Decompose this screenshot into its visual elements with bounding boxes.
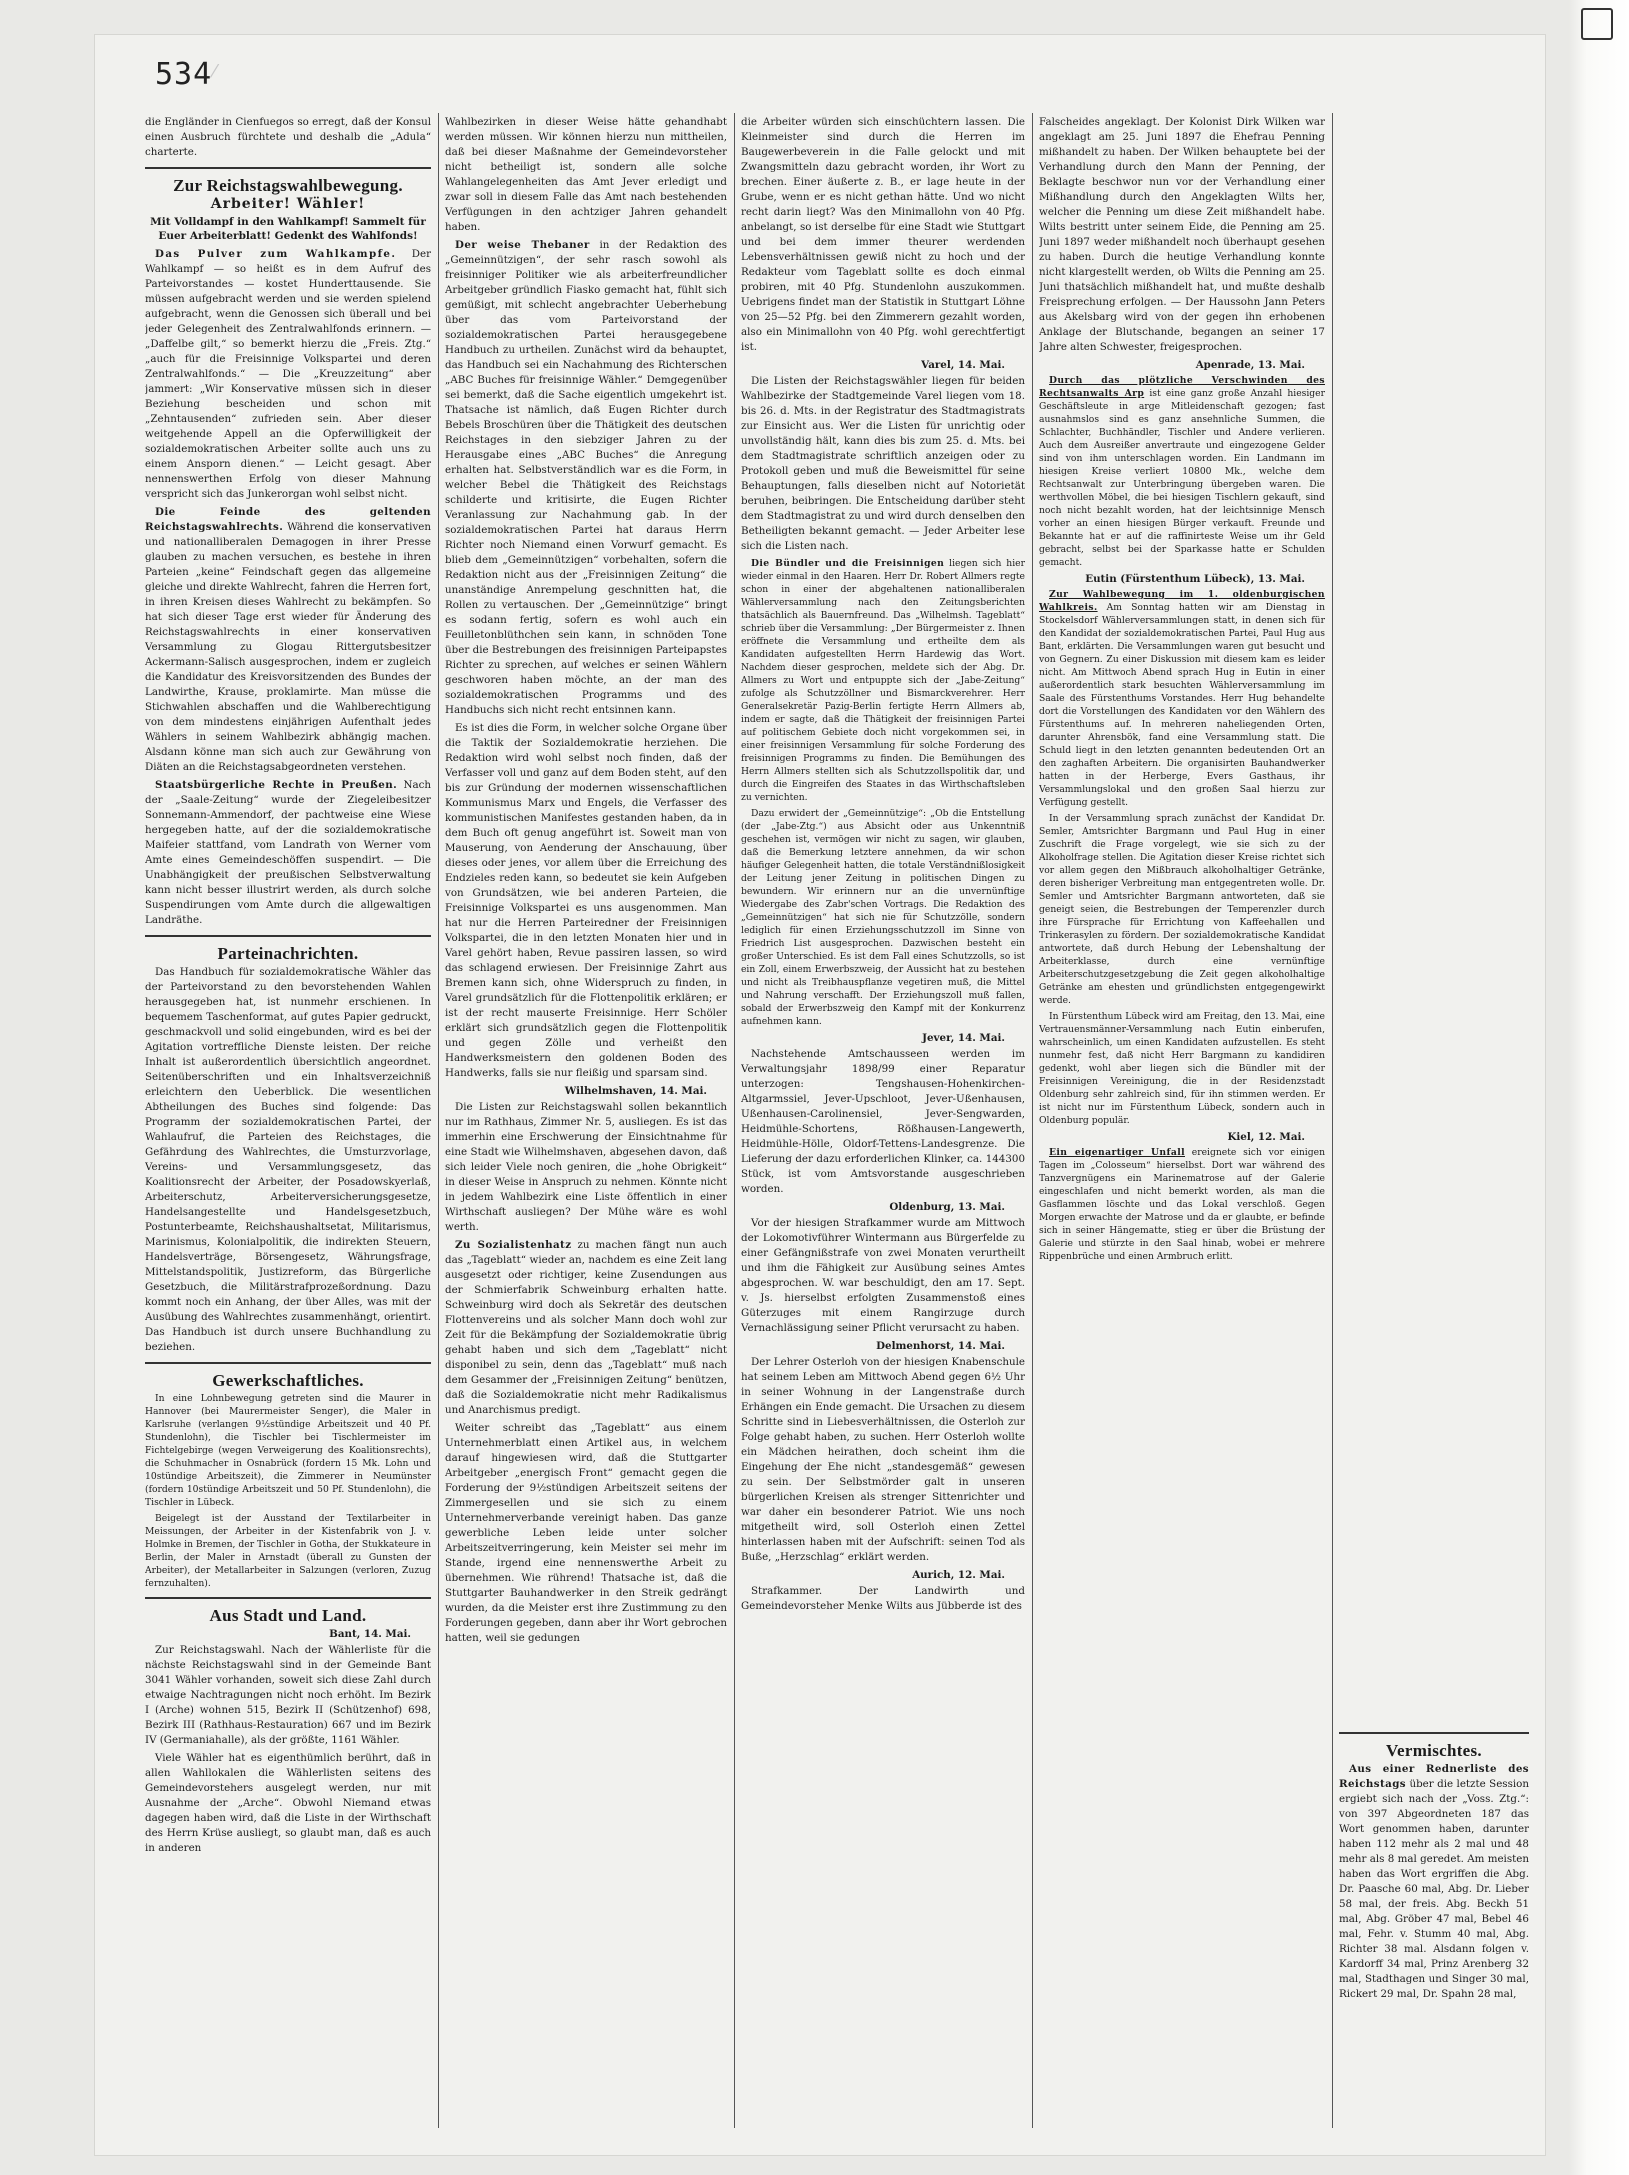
section-divider	[145, 1597, 431, 1603]
article-lead: Die Bündler und die Freisinnigen	[751, 558, 945, 569]
article-text: Vor der hiesigen Strafkammer wurde am Mittwoch der Lokomotivführer Wintermann aus Bürgerfelde zu einer Gefängnißstrafe von zwei Monaten verurtheilt und ihm die Fähigkeit zur Ausübung seines Amtes abgesprochen. W. war beschuldigt, den am 17. Sept. v. Js. hierselbst erfolgten Zusammenstoß eines Güterzuges mit einem Rangirzuge durch Vernachlässigung seiner Pflicht verursacht zu haben.	[741, 1217, 1025, 1334]
article-text: Viele Wähler hat es eigenthümlich berührt, daß in allen Wahllokalen die Wählerlisten seitens des Gemeindevorstehers ausgelegt werden, nur mit Ausnahme der „Arche“. Obwohl Niemand etwas dagegen haben wird, daß die Liste in der Wirthschaft des Herrn Krüse ausliegt, so glaubt man, daß es auch in anderen	[145, 1752, 431, 1854]
article-text: Der Wahlkampf — so heißt es in dem Aufruf des Parteivorstandes — kostet Hunderttausende. Sie müssen aufgebracht werden und sie werden spielend aufgebracht, wenn die Genossen sich überall und bei jeder Gelegenheit des Zentralwahlfonds erinnern. — „Daffelbe gilt,“ so bemerkt hierzu die „Freis. Ztg.“ „auch für die Freisinnige Volkspartei und deren Zentralwahlfonds.“ — Die „Kreuzzeitung“ aber jammert: „Wir Konservative müssen sich in dieser Beziehung bescheiden und schon mit „Zehntausenden“ zufrieden sein. Aber dieser weitgehende Appell an die Opferwilligkeit der sozialdemokratischen Arbeiter sollte auch uns zu einem Ansporn dienen.“ — Leicht gesagt. Aber nennenswerthen Erfolg von dieser Mahnung verspricht sich das Junkerorgan wohl selbst nicht.	[145, 248, 431, 500]
article-text: Wahlbezirken in dieser Weise hätte gehandhabt werden müssen. Wir können hierzu nun mittheilen, daß bei dieser Maßnahme der Gemeindevorsteher nicht betheiligt ist, sondern alle solche Wahlangelegenheiten das Amt Jever erledigt und zwar soll in diesem Falle das Amt nach bestehenden Verfügungen in den achtziger Jahren gehandelt haben.	[445, 116, 727, 233]
column-rule	[438, 113, 439, 2128]
column-rule	[734, 113, 735, 2128]
article-text: die Arbeiter würden sich einschüchtern lassen. Die Kleinmeister sind durch die Herren im Baugewerbeverein in die Falle gelockt und mit Zwangsmitteln dazu gebracht worden, ihr Wort zu brechen. Einer äußerte z. B., er lage heute in der Grube, wenn er es nicht gethan hätte. Und wo nicht recht darin liegt? Was den Minimallohn von 40 Pfg. anbelangt, so ist derselbe für eine Stadt wie Stuttgart und bei dem immer theurer werdenden Lebensverhältnissen gewiß nicht zu hoch und der Redakteur vom Tageblatt sollte es doch einmal probiren, mit 40 Pfg. Stundenlohn auszukommen. Uebrigens findet man der Statistik in Stuttgart Löhne von 25—52 Pfg. bei den Zimmerern gezahlt worden, also ein Minimallohn von 40 Pfg. wohl gerechtfertigt ist.	[741, 116, 1025, 353]
article-text: liegen sich hier wieder einmal in den Haaren. Herr Dr. Robert Allmers regte schon in einer der abgehaltenen nationalliberalen Wählerversammlung nach den Zeitungsberichten thatsächlich als Bauernfreund. Das „Wilhelmsh. Tageblatt“ schrieb über die Versammlung: „Der Bürgermeister z. Ihnen eröffnete die Versammlung und ertheilte dem als Kandidaten aufgestellten Herrn Hardewig das Wort. Nachdem dieser gesprochen, meldete sich der Abg. Dr. Allmers zu Wort und entpuppte sich der „Jabe-Zeitung“ zufolge als Schutzzöllner und Bismarckverehrer. Herr Generalsekretär Pazig-Berlin fertigte Herrn Allmers ab, indem er sagte, daß die Thätigkeit der freisinnigen Partei auf politischem Gebiete doch nicht vorgekommen sei, in einer freisinnigen Versammlung für solche Forderung des freisinnigen Programms zu finden. Die Bemühungen des Herrn Allmers stellten sich als Schutzzollspolitik dar, und durch die Eingreifen des Staates in das Wirthschaftsleben zu vernichten.	[741, 558, 1025, 803]
article-text: zu machen fängt nun auch das „Tageblatt“ wieder an, nachdem es eine Zeit lang ausgesetzt oder richtiger, keine Zusendungen aus der Schmierfabrik Schweinburg erhalten hatte. Schweinburg wird doch als Sekretär des deutschen Flottenvereins und als solcher Mann doch wohl zur Zeit für die Bekämpfung der Sozialdemokratie übrig gehabt haben und sich dem „Tageblatt“ nicht disponibel zu sein, denn das „Tageblatt“ muß nach dem Gesammer der „Freisinnigen Zeitung“ benützen, daß die Sozialdemokratie nicht mehr Radikalismus und Anarchismus predigt.	[445, 1239, 727, 1416]
article-text: die Engländer in Cienfuegos so erregt, daß der Konsul einen Ausbruch fürchtete und deshalb die „Adula“ charterte.	[145, 116, 431, 158]
article-text: Nach der „Saale-Zeitung“ wurde der Ziegeleibesitzer Sonnemann-Ammendorf, der pachtweise eine Wiese hergegeben hatte, auf der die sozialdemokratische Maifeier stattfand, vom Landrath von Werner vom Amte eines Gemeindeschöffen suspendirt. — Die Unabhängigkeit der preußischen Selbstverwaltung kann nicht besser illustrirt werden, als durch solche Suspendirungen vom Amte durch die allgewaltigen Landräthe.	[145, 779, 431, 926]
dateline: Bant, 14. Mai.	[329, 1628, 411, 1640]
article-lead: Staatsbürgerliche Rechte in Preußen.	[155, 779, 398, 791]
article-lead: Das Pulver zum Wahlkampfe.	[155, 248, 397, 260]
article-lead: Zu Sozialistenhatz	[455, 1239, 572, 1251]
column-3	[741, 115, 1025, 2130]
article-text: ist eine ganz große Anzahl hiesiger Geschäftsleute in arge Mitleidenschaft gezogen; fast ausnahmslos sind es ganz ansehnliche Summen, die Schlachter, Buchhändler, Tischler und Andere verlieren. Auch dem Ausreißer anvertraute und eingezogene Gelder sind von ihm unterschlagen worden. Ein Landmann im hiesigen Kreise verliert 10800 Mk., welche dem Rechtsanwalt zur Unterbringung übergeben waren. Die werthvollen Möbel, die bei hiesigen Tischlern gekauft, sind noch nicht bezahlt worden, hat der leichtsinnige Mensch vorher an einen hiesigen Bürger verkauft. Freunde und Bekannte hat er auf die raffinirteste Weise um ihr Geld gebracht, selbst bei der Sparkasse hatte er Schulden gemacht.	[1039, 388, 1325, 568]
faint-pencil-mark: ⁄	[213, 61, 217, 82]
article-text: Weiter schreibt das „Tageblatt“ aus einem Unternehmerblatt einen Artikel aus, in welchem darauf hingewiesen wird, daß die Stuttgarter Arbeitgeber „energisch Front“ gemacht gegen die Forderung der 9½stündigen Arbeitszeit seitens der Zimmergesellen und sie sich zu einem Unternehmerverbande vereinigt haben. Das ganze gewerbliche Leben leide unter solcher Arbeitszeitverringerung, kein Meister sei mehr im Stande, irgend eine nennenswerthe Arbeit zu übernehmen. Wie rührend! Thatsache ist, daß die Stuttgarter Bauhandwerker in den Streik gedrängt wurden, da die Meister erst ihre Zustimmung zu den Forderungen gegeben, dann aber ihr Wort gebrochen hatten, weil sie gedungen	[445, 1422, 727, 1644]
article-lead: Aus einer Rednerliste des Reichstags	[1339, 1763, 1529, 1790]
article-text: in der Redaktion des „Gemeinnützigen“, der sehr rasch sowohl als freisinniger Politiker wie als arbeiterfreundlicher Arbeitgeber gründlich Fiasko gemacht hat, fühlt sich gemüßigt, mit schlecht angebrachter Ueberhebung über das vom Parteivorstand der sozialdemokratischen Partei herausgegebene Handbuch zu urtheilen. Zunächst wird da behauptet, das Handbuch sei ein Nachahmung des Richterschen „ABC Buches für freisinnige Wähler.“ Demgegenüber sei bemerkt, daß die Sache eigentlich umgekehrt ist. Thatsache ist nämlich, daß Eugen Richter durch Bebels Broschüren über die Thätigkeit des deutschen Reichstages in den siebziger Jahren zu der Herausgabe eines „ABC Buches“ die Anregung erhalten hat. Selbstverständlich war es die Form, in welcher Bebel die Thätigkeit des Reichstags schilderte und kritisirte, die Eugen Richter Veranlassung zur Nachahmung gab. In der sozialdemokratischen Partei hat daraus Herrn Richter noch Niemand einen Vorwurf gemacht. Es blieb dem „Gemeinnützigen“ vorbehalten, sofern die Redaktion nicht aus der „Freisinnigen Zeitung“ die unanständige Anrempelung geschnitten hat, die Rollen zu vertauschen. Der „Gemeinnützige“ bringt es sodann fertig, sofern es wohl auch ein Feuilletonblüthchen sein kann, in schnöden Tone über die Bestrebungen des freisinnigen Parteipapstes Richter zu sprechen, auf welches er seinen Wählern geschworen haben möchte, an der man des sozialdemokratischen Programms und des Handbuchs sich nicht recht entsinnen kann.	[445, 239, 727, 716]
article-text: Das Handbuch für sozialdemokratische Wähler das der Parteivorstand zu den bevorstehenden Wahlen herausgegeben hat, ist nunmehr erschienen. In bequemem Taschenformat, auf gutes Papier gedruckt, geschmackvoll und solid eingebunden, wird es bei der Agitation vortreffliche Dienste leisten. Der reiche Inhalt ist außerordentlich übersichtlich angeordnet. Seitenüberschriften und ein Inhaltsverzeichniß erleichtern den Ueberblick. Die wesentlichen Abtheilungen des Buches sind folgende: Das Programm der sozialdemokratischen Partei, der Wahlaufruf, die Parteien des Reichstages, die Gefährdung des Wahlrechtes, die Umsturzvorlage, Vereins- und Versammlungsgesetz, das Koalitionsrecht der Arbeiter, der Posadowskyerlaß, Arbeiterschutz, Arbeiterversicherungsgesetze, Handelsangestellte und Handelsgesetzbuch, Postunterbeamte, Reichshaushaltsetat, Militarismus, Marinismus, Kolonialpolitik, die indirekten Steuern, Handelsverträge, Börsengesetz, Währungsfrage, Mittelstandspolitik, Justizreform, das Bürgerliche Gesetzbuch, die Militärstrafprozeßordnung. Dazu kommt noch ein Anhang, der über Alles, was mit der Ausübung des Wahlrechtes zusammenhängt, orientirt. Das Handbuch ist durch unsere Buchhandlung zu beziehen.	[145, 966, 431, 1353]
dateline: Oldenburg, 13. Mai.	[889, 1201, 1005, 1213]
article-lead: Zur Wahlbewegung im 1. oldenburgischen Wahlkreis.	[1039, 589, 1325, 613]
column-rule	[1332, 113, 1333, 2128]
dateline: Varel, 14. Mai.	[921, 359, 1005, 371]
column-5	[1339, 1725, 1529, 2130]
article-text: Strafkammer. Der Landwirth und Gemeindevorsteher Menke Wilts aus Jübberde ist des	[741, 1585, 1025, 1612]
article-text: Zur Reichstagswahl. Nach der Wählerliste für die nächste Reichstagswahl sind in der Gemeinde Bant 3041 Wähler vorhanden, soweit sich diese Zahl durch etwaige Nachtragungen nicht noch erhöht. Im Bezirk I (Arche) wohnen 515, Bezirk II (Schützenhof) 698, Bezirk III (Rathhaus-Restauration) 667 und im Bezirk IV (Germaniahalle), als der größte, 1161 Wähler.	[145, 1644, 431, 1746]
dateline: Jever, 14. Mai.	[922, 1032, 1005, 1044]
column-4	[1039, 115, 1325, 2130]
article-text: Dazu erwidert der „Gemeinnützige“: „Ob die Entstellung (der „Jabe-Ztg.“) aus Absicht oder aus Unkenntniß geschehen ist, vermögen wir nicht zu sagen, wir glauben, daß die Bemerkung letztere annehmen, da wir schon häufiger Gelegenheit hatten, die totale Verständnißlosigkeit der Leitung jener Zeitung in politischen Dingen zu bewundern. Wir erinnern nur an die unvernünftige Wiedergabe des Zabr'schen Vortrags. Die Redaktion des „Gemeinnützigen“ hat sich nie für Schutzzölle, sondern lediglich für einen Erziehungsschutzzoll im Sinne von Friedrich List ausgesprochen. Dazwischen besteht ein großer Unterschied. Es ist dem Fall eines Schutzzolls, so ist ein Zoll, einem Erwerbszweig, der Aussicht hat zu bestehen und nicht als Treibhauspflanze vegetiren muß, die Mittel und Nahrung verschafft. Der Erziehungszoll muß fallen, sobald der Erwerbszweig den Kampf mit der Konkurrenz aufnehmen kann.	[741, 808, 1025, 1027]
article-text: In Fürstenthum Lübeck wird am Freitag, den 13. Mai, eine Vertrauensmänner-Versammlung nach Eutin einberufen, wahrscheinlich, um einen Kandidaten aufzustellen. Es steht nunmehr fest, daß nicht Herr Bargmann zu kandidiren gedenkt, wohl aber liegen sich die Bündler mit der Freisinnigen Vereinigung, die in der Residenzstadt Oldenburg sehr zahlreich sind, für ihn stimmen werden. Er ist nicht nur im Fürstenthum Lübeck, sondern auch in Oldenburg populär.	[1039, 1011, 1325, 1126]
article-text: Die Listen der Reichstagswähler liegen für beiden Wahlbezirke der Stadtgemeinde Varel liegen vom 18. bis 26. d. Mts. in der Registratur des Stadtmagistrats zur Einsicht aus. Wer die Listen für unrichtig oder unvollständig hält, kann dies bis zum 25. d. Mts. bei dem Stadtmagistrate schriftlich anzeigen oder zu Protokoll geben und muß die Beweismittel für seine Behauptungen, falls dieselben nicht auf Notorietät beruhen, beibringen. Die Entscheidung darüber steht dem Stadtmagistrat zu und wird durch denselben den Betheiligten bekannt gemacht. — Jeder Arbeiter lese sich die Listen nach.	[741, 375, 1025, 552]
page-number: 534	[155, 57, 213, 92]
article-text: Der Lehrer Osterloh von der hiesigen Knabenschule hat seinem Leben am Mittwoch Abend gegen 6½ Uhr in seiner Wohnung in der Langenstraße durch Erhängen ein Ende gemacht. Die Ursachen zu diesem Schritte sind in Liebesverhältnissen, die Osterloh zur Folge gehabt haben, zu suchen. Herr Osterloh wollte ein Mädchen heirathen, doch scheint ihm die Eingehung der Ehe nicht „standesgemäß“ gewesen zu sein. Der Selbstmörder galt in unseren bürgerlichen Kreisen als strenger Sittenrichter und war daher ein besonderer Patriot. Wie uns noch mitgetheilt wird, soll Osterloh einen Zettel hinterlassen haben mit der Aufschrift: seinen Tod als Buße, „Herzschlag“ erklärt werden.	[741, 1356, 1025, 1563]
column-1	[145, 115, 431, 2130]
dateline: Eutin (Fürstenthum Lübeck), 13. Mai.	[1085, 573, 1305, 585]
article-text: Beigelegt ist der Ausstand der Textilarbeiter in Meissungen, der Arbeiter in der Kistenfabrik von J. v. Holmke in Bremen, der Tischler in Gotha, der Stukkateure in Berlin, der Maler in Arnstadt (überall zu Gunsten der Arbeiter), der Metallarbeiter in Salzungen (verloren, Zuzug fernzuhalten).	[145, 1513, 431, 1589]
column-rule	[1032, 113, 1033, 2128]
article-lead: Ein eigenartiger Unfall	[1049, 1147, 1185, 1158]
column-2	[445, 115, 727, 2130]
page-edge	[1569, 0, 1629, 2175]
article-text: Es ist dies die Form, in welcher solche Organe über die Taktik der Sozialdemokratie herziehen. Die Redaktion wird wohl selbst noch finden, daß der Verfasser voll und ganz auf dem Boden steht, auf den bis zur Gründung der modernen wissenschaftlichen Kommunismus Marx und Engels, die Verfasser des kommunistischen Manifestes gestanden haben, da in dem Buch oft genug angeführt ist. Soweit man von Mauserung, von Aenderung der Anschauung, über dieses oder jenes, vor allem über die Erreichung des Endzieles reden kann, so bedeutet sie kein Aufgeben von Grundsätzen, wie bei anderen Parteien, die Freisinnige Volkspartei es uns ausgenommen. Man hat nur die Herren Parteiredner der Freisinnigen Volkspartei, die in den letzten Monaten hier und in Varel gehört haben, Revue passiren lassen, so wird das schlagend erwiesen. Der Freisinnige Zahrt aus Bremen kann sich, ohne Widerspruch zu finden, in Varel grundsätzlich für die Flottenpolitik erklären; er ist der recht mauserte Freisinnige. Herr Schöler erklärt sich grundsätzlich gegen die Flottenpolitik und gegen Zölle und verheißt den Handwerksmeistern den goldenen Boden des Handwerks, falls sie nur fleißig und sparsam sind.	[445, 722, 727, 1079]
section-heading: Parteinachrichten.	[217, 944, 359, 963]
section-heading: Zur Reichstagswahlbewegung.	[173, 176, 403, 195]
corner-mark	[1581, 8, 1613, 40]
newspaper-page	[95, 35, 1545, 2155]
article-lead: Die Feinde des geltenden Reichstagswahlrechts.	[145, 506, 431, 533]
article-text: In eine Lohnbewegung getreten sind die Maurer in Hannover (bei Maurermeister Senger), die Maler in Karlsruhe (verlangen 9½stündige Arbeitszeit und 40 Pf. Stundenlohn), die Tischler bei Tischlermeister im Fichtelgebirge (wegen Verweigerung des Koalitionsrechts), die Schuhmacher in Osnabrück (fordern 15 Mk. Lohn und 10stündige Arbeitszeit), die Zimmerer in Neumünster (fordern 10stündige Arbeitszeit und 50 Pf. Stundenlohn), die Tischler in Lübeck.	[145, 1393, 431, 1508]
dateline: Wilhelmshaven, 14. Mai.	[564, 1085, 707, 1097]
dateline: Kiel, 12. Mai.	[1227, 1131, 1305, 1143]
section-motto: Mit Volldampf in den Wahlkampf! Sammelt für Euer Arbeiterblatt! Gedenkt des Wahlfonds!	[150, 216, 426, 242]
article-text: In der Versammlung sprach zunächst der Kandidat Dr. Semler, Amtsrichter Bargmann und Paul Hug in einer Zuschrift die Frage vorgelegt, wie sie sich zu der Alkoholfrage stellen. Die Agitation dieser Kreise richtet sich vor allem gegen den Mißbrauch alkoholhaltiger Getränke, deren bisheriger Verbreitung man entgegentreten wolle. Dr. Semler und Amtsrichter Bargmann antworteten, daß sie geneigt seien, die Bestrebungen der Temperenzler durch ihre Fürsprache für Errichtung von Kaffeehallen und Trinkerasylen zu fördern. Der sozialdemokratische Kandidat antwortete, daß durch Hebung der Lebenshaltung der Arbeiterklasse, durch eine vernünftige Arbeiterschutzgesetzgebung die Zeit gegen alkoholhaltige Getränke am ehesten und gründlichsten entgegengewirkt werde.	[1039, 813, 1325, 1006]
article-lead: Durch das plötzliche Verschwinden des Rechtsanwalts Arp	[1039, 375, 1325, 399]
article-text: Nachstehende Amtschausseen werden im Verwaltungsjahr 1898/99 einer Reparatur unterzogen: Tengshausen-Hohenkirchen-Altgarmssiel, Jever-Upschloot, Jever-Ußenhausen, Ußenhausen-Carolinensiel, Jever-Sengwarden, Heidmühle-Schortens, Rößhausen-Langewerth, Heidmühle-Hölle, Oldorf-Tettens-Landesgrenze. Die Lieferung der dazu erforderlichen Klinker, ca. 144300 Stück, ist vom Amtsvorstande ausgeschrieben worden.	[741, 1048, 1025, 1195]
dateline: Aurich, 12. Mai.	[912, 1569, 1005, 1581]
dateline: Delmenhorst, 14. Mai.	[876, 1340, 1005, 1352]
section-heading: Vermischtes.	[1386, 1741, 1482, 1760]
section-divider	[1339, 1732, 1529, 1738]
dateline: Apenrade, 13. Mai.	[1195, 359, 1305, 371]
section-heading: Gewerkschaftliches.	[212, 1371, 364, 1390]
article-text: über die letzte Session ergiebt sich nach der „Voss. Ztg.“: von 397 Abgeordneten 187 das Wort genommen haben, darunter haben 112 mehr als 2 mal und 48 mehr als 8 mal geredet. Am meisten haben das Wort ergriffen die Abg. Dr. Paasche 60 mal, Abg. Dr. Lieber 58 mal, der freis. Abg. Beckh 51 mal, Abg. Gröber 47 mal, Bebel 46 mal, Fehr. v. Stumm 40 mal, Abg. Richter 38 mal. Alsdann folgen v. Kardorff 34 mal, Prinz Arenberg 32 mal, Stadthagen und Singer 30 mal, Rickert 29 mal, Dr. Spahn 28 mal,	[1339, 1778, 1529, 2000]
article-lead: Der weise Thebaner	[455, 239, 590, 251]
section-subheading: Arbeiter! Wähler!	[210, 196, 366, 212]
section-heading: Aus Stadt und Land.	[209, 1606, 367, 1625]
section-divider	[145, 1362, 431, 1368]
section-divider	[145, 935, 431, 941]
article-text: Am Sonntag hatten wir am Dienstag in Stockelsdorf Wählerversammlungen statt, in denen sich für den Kandidat der sozialdemokratischen Partei, Paul Hug aus Bant, erklärten. Die Versammlungen waren gut besucht und von Gegnern. Zu einer Diskussion mit diesem kam es leider nicht. Am Mittwoch Abend sprach Hug in Eutin in einer außerordentlich stark besuchten Wählerversammlung im Saale des Fürstenthums Vorstandes. Herr Hug behandelte dort die Vorstellungen des Kandidaten vor den Wählern des Fürstenthums auf. In mehreren naheliegenden Orten, darunter Ahrensbök, fand eine Versammlung statt. Die Schuld liegt in den letzten genannten bedeutenden Ort an den zaghaften Arbeitern. Die organisirten Bauhandwerker hatten in der Herberge, Evers Gasthaus, ihr Versammlungslokal und den großen Saal hierzu zur Verfügung gestellt.	[1039, 602, 1325, 808]
article-text: Während die konservativen und nationalliberalen Demagogen in ihrer Presse glauben zu machen versuchen, es bestehe in ihren Parteien „keine“ Feindschaft gegen das allgemeine gleiche und direkte Wahlrecht, fahren die Herren fort, in ihren Kreisen dieses Wahlrecht zu bekämpfen. So hat sich dieser Tage erst wieder für Änderung des Reichstagswahlrechts in einer konservativen Versammlung zu Glogau Rittergutsbesitzer Ackermann-Salisch ausgesprochen, indem er zugleich die Kandidatur des Kreisvorsitzenden des Bundes der Landwirthe, Krause, proklamirte. Man müsse die Stichwahlen abschaffen und die Wahlberechtigung von dem mindestens einjährigen Aufenthalt jedes Wählers in seinem Wahlbezirk abhängig machen. Alsdann könne man sich auch zur Gewährung von Diäten an die Reichstagsabgeordneten verstehen.	[145, 521, 431, 773]
article-text: Falscheides angeklagt. Der Kolonist Dirk Wilken war angeklagt am 25. Juni 1897 die Ehefrau Penning mißhandelt zu haben. Der Wilken behauptete bei der Verhandlung durch den Mann der Penning, der Beklagte beschwor nun vor der Verhandlung einer Mißhandlung durch den Angeklagten Wilts her, welcher die Penning um diese Zeit mißhandelt habe. Wilts bestritt unter seinem Eide, die Penning am 25. Juni 1897 weder mißhandelt noch überhaupt gesehen zu haben. Durch die heutige Verhandlung konnte nicht klargestellt werden, ob Wilts die Penning am 25. Juni thatsächlich mißhandelt hat, und mußte deshalb Freisprechung erfolgen. — Der Haussohn Jann Peters aus Akelsbarg wird von der gegen ihn erhobenen Anklage der Blutschande, begangen an seiner 17 Jahre alten Schwester, freigesprochen.	[1039, 116, 1325, 353]
article-text: Die Listen zur Reichstagswahl sollen bekanntlich nur im Rathhaus, Zimmer Nr. 5, ausliegen. Es ist das immerhin eine Erschwerung der Einsichtnahme für eine Stadt wie Wilhelmshaven, abgesehen davon, daß sich leider Viele noch geniren, die „hohe Obrigkeit“ in dieser Weise in Anspruch zu nehmen. Könnte nicht in jedem Wahlbezirk eine Liste öffentlich in einer Wirthschaft ausliegen? Der Mühe wäre es wohl werth.	[445, 1101, 727, 1233]
article-text: ereignete sich vor einigen Tagen im „Colosseum“ hierselbst. Dort war während des Tanzvergnügens ein Marinematrose auf der Galerie eingeschlafen und nicht bemerkt worden, als man die Gasflammen löschte und das Lokal verschloß. Gegen Morgen erwachte der Matrose und da er glaubte, er befinde sich in seiner Hängematte, stieg er über die Brüstung der Galerie und stürzte in den Saal hinab, wobei er mehrere Rippenbrüche und einen Armbruch erlitt.	[1039, 1147, 1325, 1262]
section-divider	[145, 167, 431, 173]
